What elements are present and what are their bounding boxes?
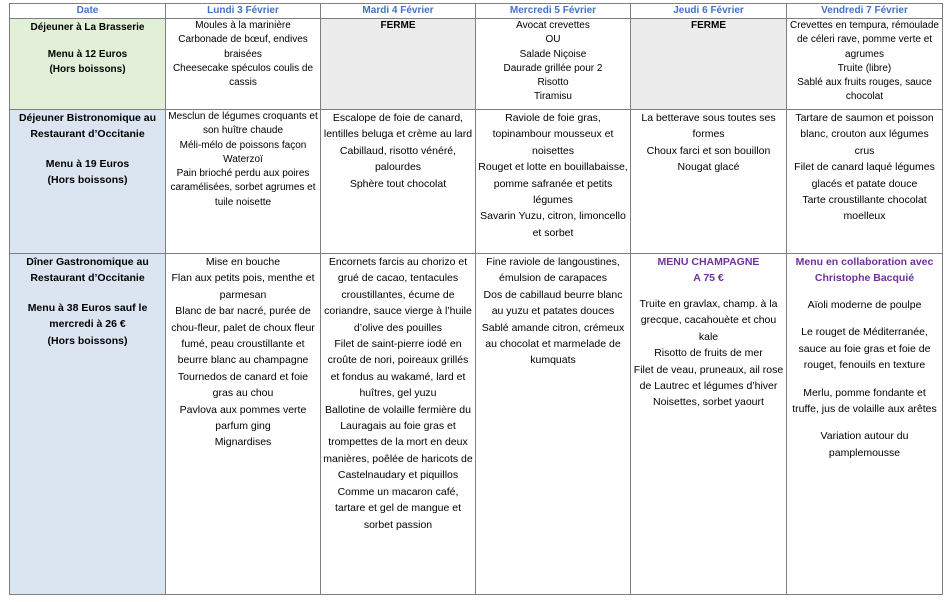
cell-vendredi-brasserie (787, 19, 943, 110)
cell-mercredi-gastronomique (476, 254, 631, 595)
cell-mardi-gastronomique (321, 254, 476, 595)
dish: Risotto de fruits de mer (654, 347, 763, 360)
dish: Moules à la marinière (195, 20, 291, 31)
dish: Mesclun de légumes croquants et son huître chaude (168, 111, 318, 137)
cell-vendredi-bistronomique (787, 110, 943, 254)
dish: Carbonade de bœuf, endives braisées (178, 34, 308, 60)
dish: Tartare de saumon et poisson blanc, crouton aux légumes crus (795, 112, 934, 157)
dish: Pain brioché perdu aux poires caramélisées, sorbet agrumes et tuile noisette (170, 168, 316, 208)
dish: Daurade grillée pour 2 (503, 62, 603, 74)
menu-champagne-price: A 75 € (693, 272, 724, 284)
cell-mardi-bistronomique (321, 110, 476, 254)
header-date: Date (10, 4, 166, 19)
dish: Fine raviole de langoustines, émulsion de carapaces (486, 256, 620, 285)
dish: La betterave sous toutes ses formes (641, 112, 776, 141)
cell-jeudi-brasserie (631, 19, 787, 110)
row-gastronomique (10, 254, 943, 595)
header-mercredi: Mercredi 5 Février (476, 4, 631, 19)
dish: Méli-mélo de poissons façon Waterzoï (179, 139, 307, 165)
dish: OU (545, 34, 561, 46)
dish: Filet de canard laqué légumes glacés et patate douce (794, 161, 935, 190)
row-label-gastronomique (10, 254, 166, 595)
header-row (10, 4, 943, 19)
cell-jeudi-bistronomique (631, 110, 787, 254)
dish: Crevettes en tempura, rémoulade de céleri rave, pomme verte et agrumes (790, 20, 939, 60)
dish: Variation autour du pamplemousse (820, 430, 909, 459)
dish: Tournedos de canard et foie gras au chou (177, 370, 309, 400)
collaboration-title: Menu en collaboration avec Christophe Bacquié (795, 256, 934, 284)
dish: Aïoli moderne de poulpe (807, 299, 922, 311)
closed-label: FERME (380, 20, 416, 31)
dish: Risotto (537, 77, 569, 89)
dish: Choux farci et son bouillon (646, 144, 771, 157)
dish: Noisettes, sorbet yaourt (653, 396, 764, 409)
cell-mercredi-bistronomique (476, 110, 631, 254)
label-note: (Hors boissons) (47, 174, 128, 187)
row-bistronomique (10, 110, 943, 254)
dish: Mise en bouche (205, 256, 281, 268)
dish: Avocat crevettes (516, 20, 590, 31)
dish: Cheesecake spéculos coulis de cassis (172, 62, 314, 89)
dish: Encornets farcis au chorizo et grué de cacao, tentacules croustillantes, écume de coriandre, sauce vierge à l’huile d’olive des pouilles (324, 256, 472, 334)
dish: Sphère tout chocolat (349, 177, 447, 190)
dish: Escalope de foie de canard, lentilles beluga et crème au lard (323, 112, 473, 141)
dish: Comme un macaron café, tartare et gel de mangue et sorbet passion (334, 485, 462, 531)
header-jeudi: Jeudi 6 Février (631, 4, 787, 19)
dish: Tarte croustillante chocolat moelleux (802, 194, 927, 223)
dish: Salade Niçoise (519, 48, 587, 60)
dish: Tiramisu (534, 91, 572, 103)
dish: Cabillaud, risotto vénéré, palourdes (339, 144, 457, 174)
dish: Pavlova aux pommes verte parfum ging (179, 403, 307, 433)
dish: Truite en gravlax, champ. à la grecque, cacahouète et chou kale (639, 298, 778, 343)
dish: Sablé amande citron, crémeux au chocolat et marmelade de kumquats (481, 321, 625, 367)
row-label-brasserie (10, 19, 166, 110)
label-title: Déjeuner à La Brasserie (30, 22, 145, 33)
header-vendredi: Vendredi 7 Février (787, 4, 943, 19)
cell-lundi-brasserie (166, 19, 321, 110)
dish: Raviole de foie gras, topinambour mousseux et noisettes (492, 112, 614, 157)
dish: Blanc de bar nacré, purée de chou-fleur, palet de choux fleur fumé, peau croustillante et beurre blanc au champagne (171, 305, 315, 367)
cell-mercredi-brasserie (476, 19, 631, 110)
label-title: Déjeuner Bistronomique au Restaurant d’Occitanie (18, 112, 157, 141)
cell-lundi-bistronomique (166, 110, 321, 254)
label-price: Menu à 19 Euros (45, 157, 130, 170)
header-mardi: Mardi 4 Février (321, 4, 476, 19)
dish: Truite (libre) (837, 62, 892, 74)
header-lundi: Lundi 3 Février (166, 4, 321, 19)
dish: Flan aux petits pois, menthe et parmesan (171, 272, 315, 301)
row-label-bistronomique (10, 110, 166, 254)
dish: Mignardises (214, 436, 272, 449)
cell-lundi-gastronomique (166, 254, 321, 595)
dish: Rouget et lotte en bouillabaisse, pomme safranée et petits légumes (478, 161, 628, 207)
cell-mardi-brasserie (321, 19, 476, 110)
dish: Savarin Yuzu, citron, limoncello et sorbet (480, 210, 626, 239)
cell-vendredi-gastronomique (787, 254, 943, 595)
weekly-menu-table (9, 3, 943, 595)
dish: Merlu, pomme fondante et truffe, jus de volaille aux arêtes (792, 386, 937, 416)
label-note: (Hors boissons) (47, 334, 128, 347)
dish: Le rouget de Méditerranée, sauce au foie gras et foie de rouget, fenouils en texture (798, 326, 931, 372)
dish: Sablé aux fruits rouges, sauce chocolat (797, 77, 932, 103)
dish: Filet de veau, pruneaux, ail rose de Lautrec et légumes d’hiver (633, 363, 784, 393)
label-note: (Hors boissons) (49, 63, 126, 75)
label-price: Menu à 12 Euros (47, 49, 128, 61)
cell-jeudi-gastronomique (631, 254, 787, 595)
menu-champagne-title: MENU CHAMPAGNE (657, 256, 760, 268)
label-title: Dîner Gastronomique au Restaurant d’Occitanie (26, 256, 149, 285)
dish: Ballotine de volaille fermière du Lauragais au foie gras et trompettes de la mort en deux manières, poêlée de haricots de Castelnaudary et piquillos (323, 403, 473, 482)
dish: Dos de cabillaud beurre blanc au yuzu et patates douces (483, 288, 623, 318)
dish: Nougat glacé (677, 161, 740, 174)
row-brasserie (10, 19, 943, 110)
dish: Filet de saint-pierre iodé en croûte de nori, poireaux grillés et fondus au wakamé, lard et huîtres, gel yuzu (327, 338, 469, 400)
label-price: Menu à 38 Euros sauf le mercredi à 26 € (27, 301, 148, 331)
closed-label: FERME (691, 20, 726, 31)
